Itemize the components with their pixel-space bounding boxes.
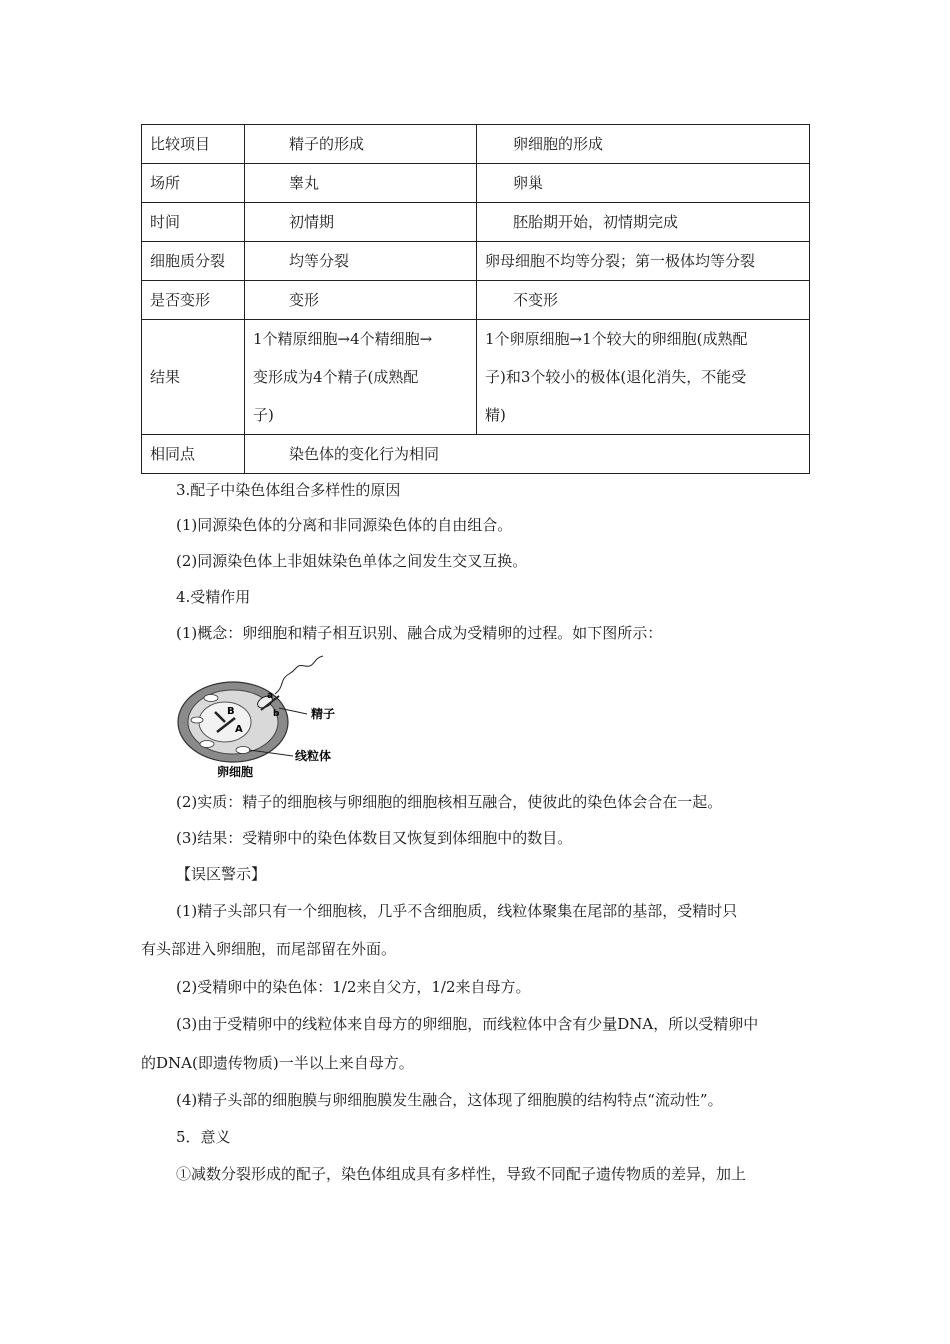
table-row — [142, 164, 810, 203]
table-row — [142, 203, 810, 242]
table-cell: 睾丸 — [245, 164, 477, 203]
paragraph: 有头部进入卵细胞，而尾部留在外面。 — [141, 940, 397, 958]
paragraph: (1)概念：卵细胞和精子相互识别、融合成为受精卵的过程。如下图所示： — [176, 624, 663, 642]
table-cell-sperm-result: 1个精原细胞→4个精细胞→ 变形成为4个精子(成熟配 子) — [245, 320, 477, 435]
table-row — [142, 281, 810, 320]
table-cell: 染色体的变化行为相同 — [245, 435, 810, 474]
table-cell: 时间 — [142, 203, 245, 242]
table-row-result — [142, 320, 810, 435]
paragraph: 的DNA(即遗传物质)一半以上来自母方。 — [141, 1054, 414, 1072]
table-cell: 场所 — [142, 164, 245, 203]
paragraph: (2)实质：精子的细胞核与卵细胞的细胞核相互融合，使彼此的染色体会合在一起。 — [176, 793, 723, 811]
paragraph: (3)结果：受精卵中的染色体数目又恢复到体细胞中的数目。 — [176, 829, 573, 847]
paragraph: (1)精子头部只有一个细胞核，几乎不含细胞质，线粒体聚集在尾部的基部，受精时只 — [176, 902, 738, 920]
mitochondrion-shape — [236, 747, 250, 754]
mitochondrion-shape — [200, 741, 214, 748]
label-egg: 卵细胞 — [217, 765, 254, 779]
paragraph: (3)由于受精卵中的线粒体来自母方的卵细胞，而线粒体中含有少量DNA，所以受精卵中 — [176, 1015, 759, 1033]
label-mitochondrion: 线粒体 — [295, 749, 332, 763]
comparison-table — [141, 124, 810, 474]
table-cell: 比较项目 — [142, 125, 245, 164]
paragraph: ①减数分裂形成的配子，染色体组成具有多样性，导致不同配子遗传物质的差异，加上 — [176, 1165, 747, 1183]
table-cell: 胚胎期开始，初情期完成 — [477, 203, 810, 242]
table-cell: 卵巢 — [477, 164, 810, 203]
table-header-row — [142, 125, 810, 164]
mitochondrion-shape — [191, 717, 203, 723]
paragraph: (4)精子头部的细胞膜与卵细胞膜发生融合，这体现了细胞膜的结构特点“流动性”。 — [176, 1091, 723, 1109]
fertilization-figure — [175, 652, 355, 782]
table-cell: 精子的形成 — [245, 125, 477, 164]
label-B: B — [227, 706, 235, 717]
paragraph: (2)同源染色体上非姐妹染色单体之间发生交叉互换。 — [176, 552, 528, 570]
table-cell: 均等分裂 — [245, 242, 477, 281]
section-title: 【误区警示】 — [176, 865, 267, 883]
table-cell: 相同点 — [142, 435, 245, 474]
label-A: A — [235, 724, 243, 735]
paragraph: (1)同源染色体的分离和非同源染色体的自由组合。 — [176, 516, 513, 534]
table-cell: 变形 — [245, 281, 477, 320]
mitochondrion-shape — [204, 695, 218, 702]
label-b: b — [273, 709, 280, 719]
paragraph: (2)受精卵中的染色体：1/2来自父方，1/2来自母方。 — [176, 978, 531, 996]
table-cell: 初情期 — [245, 203, 477, 242]
sperm-tail — [275, 656, 323, 694]
table-cell: 细胞质分裂 — [142, 242, 245, 281]
table-cell: 卵母细胞不均等分裂；第一极体均等分裂 — [477, 242, 810, 281]
label-sperm: 精子 — [311, 707, 336, 721]
section-title: 5．意义 — [176, 1128, 231, 1146]
table-row — [142, 435, 810, 474]
table-row — [142, 242, 810, 281]
table-cell: 结果 — [142, 320, 245, 435]
section-title: 3.配子中染色体组合多样性的原因 — [176, 481, 401, 499]
table-cell: 是否变形 — [142, 281, 245, 320]
section-title: 4.受精作用 — [176, 588, 251, 606]
label-a: a — [267, 691, 274, 701]
table-cell: 不变形 — [477, 281, 810, 320]
table-cell-egg-result: 1个卵原细胞→1个较大的卵细胞(成熟配 子)和3个较小的极体(退化消失，不能受 精) — [477, 320, 810, 435]
table-cell: 卵细胞的形成 — [477, 125, 810, 164]
